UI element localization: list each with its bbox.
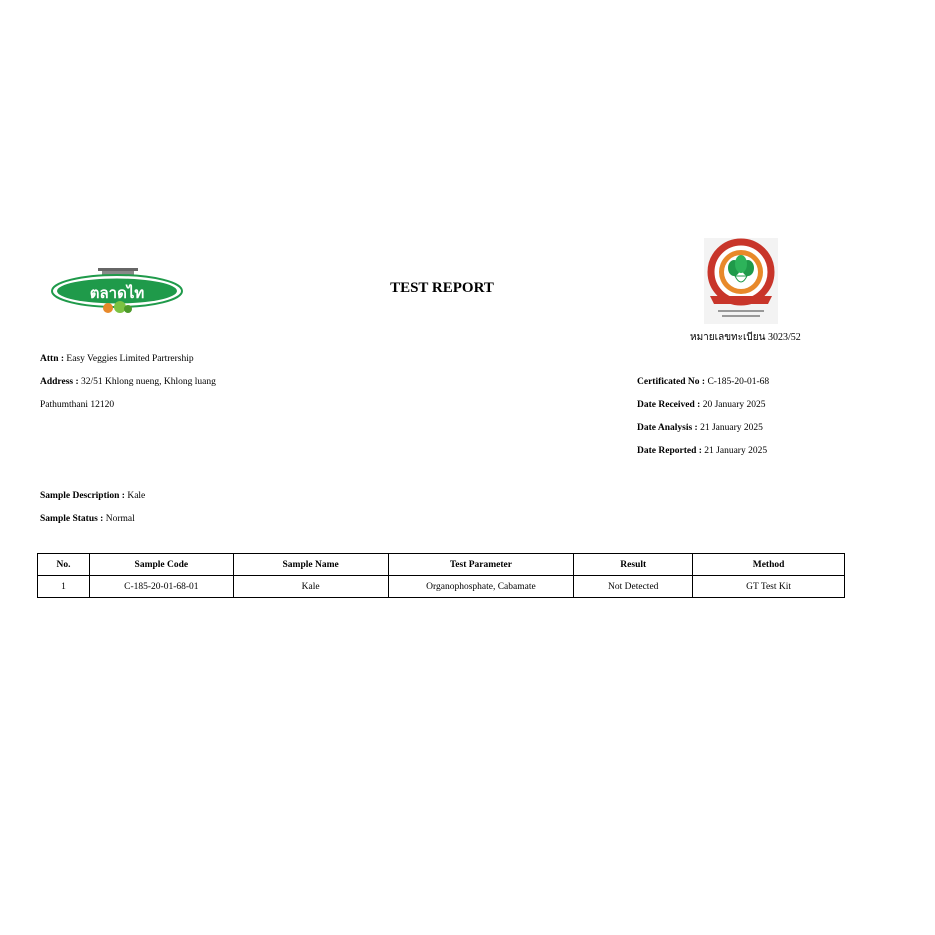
- certificate-line: [637, 377, 769, 387]
- address-label: Address :: [40, 377, 79, 387]
- date-reported-line: [637, 446, 767, 456]
- header-method: Method: [693, 554, 845, 576]
- cell-result: Not Detected: [574, 576, 693, 598]
- certificate-value: C-185-20-01-68: [707, 377, 770, 387]
- header-test-parameter: Test Parameter: [388, 554, 574, 576]
- date-received-value: 20 January 2025: [702, 400, 766, 410]
- attn-value: Easy Veggies Limited Partrership: [66, 354, 194, 364]
- attn-label: Attn :: [40, 354, 65, 364]
- table-row: [38, 576, 845, 598]
- results-table: [37, 553, 845, 598]
- header-sample-name: Sample Name: [233, 554, 388, 576]
- sample-description-value: Kale: [127, 491, 146, 501]
- logo-text: ตลาดไท: [89, 284, 145, 302]
- certification-seal: [704, 238, 778, 324]
- cell-no: 1: [38, 576, 90, 598]
- header-no: No.: [38, 554, 90, 576]
- header-sample-code: Sample Code: [89, 554, 233, 576]
- sample-description-label: Sample Description :: [40, 491, 125, 501]
- table-header-row: [38, 554, 845, 576]
- cell-test-parameter: Organophosphate, Cabamate: [388, 576, 574, 598]
- sample-status-value: Normal: [105, 514, 135, 524]
- date-analysis-line: [637, 423, 763, 433]
- address-value: 32/51 Khlong nueng, Khlong luang: [81, 377, 216, 387]
- sample-status-label: Sample Status :: [40, 514, 104, 524]
- date-received-line: [637, 400, 765, 410]
- sample-status-line: [40, 514, 135, 524]
- cell-method: GT Test Kit: [693, 576, 845, 598]
- certificate-label: Certificated No :: [637, 377, 706, 387]
- sample-description-line: [40, 491, 145, 501]
- header-result: Result: [574, 554, 693, 576]
- attn-line: [40, 354, 194, 364]
- date-reported-label: Date Reported :: [637, 446, 702, 456]
- registration-number: หมายเลขทะเบียน 3023/52: [690, 332, 801, 343]
- report-title: TEST REPORT: [390, 280, 494, 296]
- market-logo: [50, 266, 185, 316]
- cell-sample-code: C-185-20-01-68-01: [89, 576, 233, 598]
- date-received-label: Date Received :: [637, 400, 701, 410]
- address-line-2: Pathumthani 12120: [40, 400, 115, 410]
- address-line: [40, 377, 216, 387]
- date-analysis-value: 21 January 2025: [700, 423, 763, 433]
- cell-sample-name: Kale: [233, 576, 388, 598]
- date-reported-value: 21 January 2025: [704, 446, 768, 456]
- date-analysis-label: Date Analysis :: [637, 423, 698, 433]
